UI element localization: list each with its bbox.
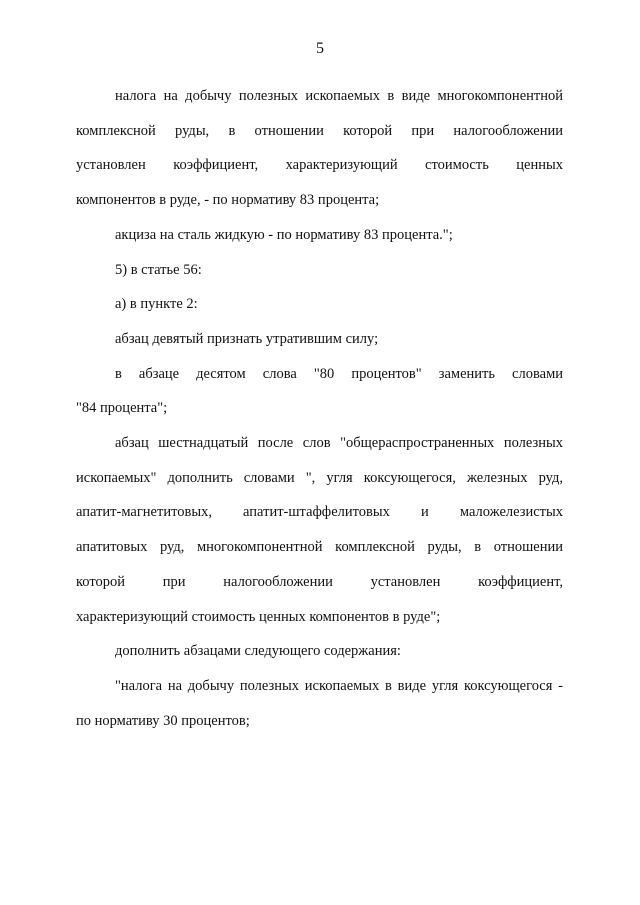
paragraph-sixteenth-abzac bbox=[76, 426, 563, 634]
text-line: в абзаце десятом слова "80 процентов" заменить словами bbox=[115, 365, 563, 382]
text-line: ископаемых" дополнить словами ", угля коксующегося, железных руд, bbox=[76, 469, 563, 486]
paragraph-excise-steel: акциза на сталь жидкую - по нормативу 83 процента."; bbox=[115, 226, 453, 243]
page-number: 5 bbox=[316, 40, 324, 57]
text-line: комплексной руды, в отношении которой при налогообложении bbox=[76, 122, 563, 139]
paragraph-clause-2: а) в пункте 2: bbox=[115, 296, 198, 313]
text-line: "84 процента"; bbox=[76, 400, 168, 417]
text-line: по нормативу 30 процентов; bbox=[76, 712, 250, 729]
text-line: компонентов в руде, - по нормативу 83 процента; bbox=[76, 192, 380, 209]
text-line: абзац шестнадцатый после слов "общераспространенных полезных bbox=[115, 435, 563, 452]
paragraph-add-abzacs: дополнить абзацами следующего содержания: bbox=[115, 643, 401, 660]
text-line: "налога на добычу полезных ископаемых в виде угля коксующегося - bbox=[115, 677, 563, 694]
paragraph-ninth-abzac: абзац девятый признать утратившим силу; bbox=[115, 330, 379, 347]
text-line: налога на добычу полезных ископаемых в виде многокомпонентной bbox=[115, 88, 563, 104]
text-line: которой при налогообложении установлен коэффициент, bbox=[76, 573, 563, 590]
document-body bbox=[76, 79, 563, 738]
paragraph-coking-coal bbox=[76, 669, 563, 738]
text-line: апатитовых руд, многокомпонентной комплексной руды, в отношении bbox=[76, 539, 563, 556]
paragraph-ndpi-multicomponent-ore bbox=[76, 79, 563, 218]
text-line: характеризующий стоимость ценных компонентов в руде"; bbox=[76, 608, 441, 625]
text-line: апатит-магнетитовых, апатит-штаффелитовых и маложелезистых bbox=[76, 504, 563, 521]
text-line: установлен коэффициент, характеризующий стоимость ценных bbox=[76, 157, 563, 174]
paragraph-tenth-abzac bbox=[76, 357, 563, 426]
paragraph-article-56: 5) в статье 56: bbox=[115, 261, 202, 278]
